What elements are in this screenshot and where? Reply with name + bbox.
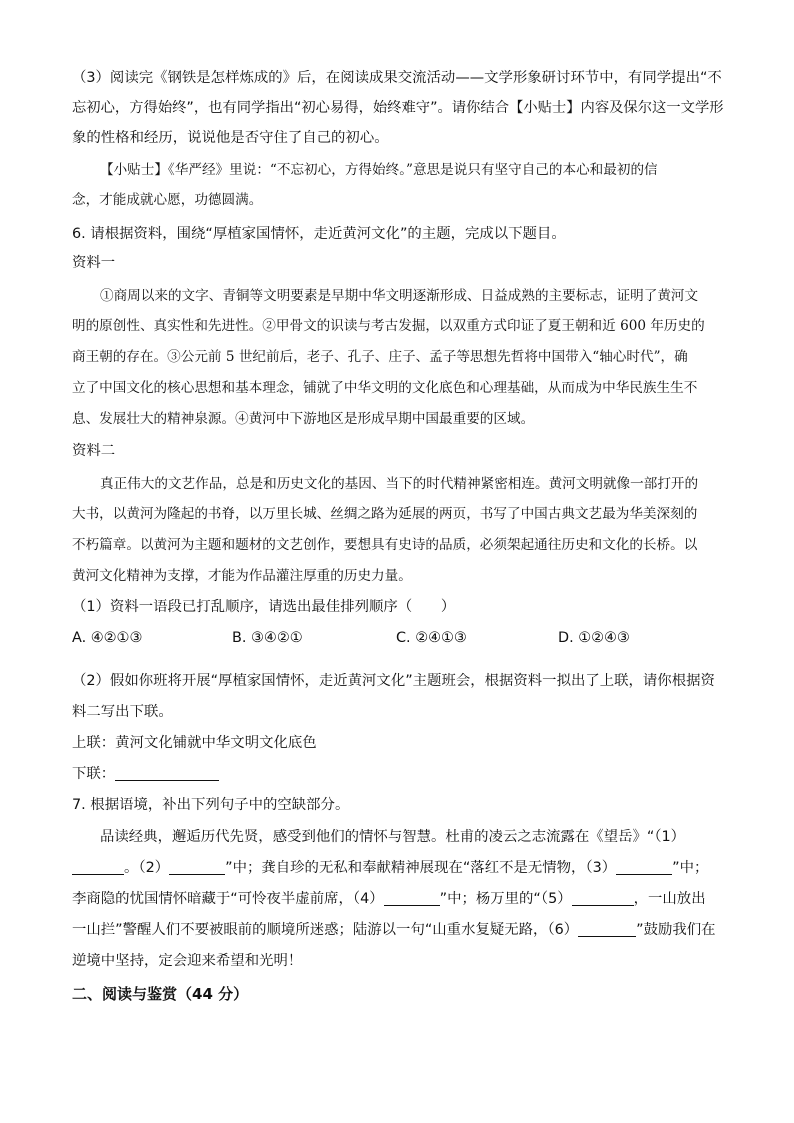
material-1-line: 立了中国文化的核心思想和基本理念，铺就了中华文明的文化底色和心理基础，从而成为中华民族生生不 <box>72 380 698 396</box>
lower-couplet-label: 下联： <box>72 766 116 782</box>
q7-line-3 <box>72 889 706 909</box>
q7-line-2 <box>72 858 708 878</box>
q5-3-line-3: 象的性格和经历，说说他是否守住了自己的初心。 <box>72 130 389 146</box>
option-d: D. ①②④③ <box>558 630 630 646</box>
q7-text: ”中；龚自珍的无私和奉献精神展现在“落红不是无情物，（3） <box>225 860 617 876</box>
material-2-line: 大书，以黄河为隆起的书脊，以万里长城、丝绸之路为延展的两页，书写了中国古典文艺最为华美深刻的 <box>72 506 698 522</box>
material-2-line: 真正伟大的文艺作品，总是和历史文化的基因、当下的时代精神紧密相连。黄河文明就像一部打开的 <box>100 476 699 492</box>
option-c: C. ②④①③ <box>396 630 467 646</box>
blank-1[interactable] <box>72 858 124 875</box>
q7-line-1: 品读经典，邂逅历代先贤，感受到他们的情怀与智慧。杜甫的凌云之志流露在《望岳》“（1） <box>100 829 686 845</box>
material-2-line: 黄河文化精神为支撑，才能为作品灌注厚重的历史力量。 <box>72 568 412 584</box>
blank-2[interactable] <box>169 858 225 875</box>
q7-text: 一山拦”警醒人们不要被眼前的顺境所迷惑；陆游以一句“山重水复疑无路，（6） <box>72 922 579 938</box>
q7-line-5: 逆境中坚持，定会迎来希望和光明！ <box>72 953 303 969</box>
q7-text: ”中； <box>672 860 709 876</box>
blank-4[interactable] <box>384 889 440 906</box>
material-1-line: 息、发展壮大的精神泉源。④黄河中下游地区是形成早期中国最重要的区域。 <box>72 411 535 427</box>
q7-text: 李商隐的忧国情怀暗藏于“可怜夜半虚前席，（4） <box>72 891 384 907</box>
material-1-label: 资料一 <box>72 255 116 271</box>
material-1-line: 明的原创性、真实性和先进性。②甲骨文的识读与考古发掘，以双重方式印证了夏王朝和近 600 年历史的 <box>72 318 705 334</box>
material-1-line: 商王朝的存在。③公元前 5 世纪前后，老子、孔子、庄子、孟子等思想先哲将中国带入“轴心时代”，确 <box>72 349 688 365</box>
upper-couplet: 上联：黄河文化铺就中华文明文化底色 <box>72 735 317 751</box>
q7-title: 7. 根据语境，补出下列句子中的空缺部分。 <box>72 797 350 813</box>
section-2-heading: 二、阅读与鉴赏（44 分） <box>72 985 249 1003</box>
blank-3[interactable] <box>616 858 672 875</box>
q5-3-line-1: （3）阅读完《钢铁是怎样炼成的》后，在阅读成果交流活动——文学形象研讨环节中，有同学提出“不 <box>72 70 722 86</box>
lower-couplet-blank[interactable] <box>115 764 219 781</box>
option-a: A. ④②①③ <box>72 630 143 646</box>
blank-6[interactable] <box>578 920 636 937</box>
q7-text: 。（2） <box>124 860 170 876</box>
q7-text: ”中；杨万里的“（5） <box>439 891 572 907</box>
option-b: B. ③④②① <box>232 630 303 646</box>
q6-sub-2-line-2: 料二写出下联。 <box>72 704 173 720</box>
q6-sub-1: （1）资料一语段已打乱顺序，请选出最佳排列顺序（ ） <box>72 599 456 615</box>
q6-title: 6. 请根据资料，围绕“厚植家国情怀，走近黄河文化”的主题，完成以下题目。 <box>72 226 566 242</box>
tip-line-1: 【小贴士】《华严经》里说：“不忘初心，方得始终。”意思是说只有坚守自己的本心和最初的信 <box>100 162 658 178</box>
q6-sub-2-line-1: （2）假如你班将开展“厚植家国情怀，走近黄河文化”主题班会，根据资料一拟出了上联，请你根据资 <box>72 673 715 689</box>
tip-line-2: 念，才能成就心愿，功德圆满。 <box>72 192 263 208</box>
q5-3-line-2: 忘初心，方得始终”，也有同学指出“初心易得，始终难守”。请你结合【小贴士】内容及保尔这一文学形 <box>72 100 724 116</box>
blank-5[interactable] <box>572 889 634 906</box>
q7-text: ”鼓励我们在 <box>636 922 716 938</box>
q7-text: ，一山放出 <box>633 891 706 907</box>
q7-line-4 <box>72 920 716 940</box>
material-2-label: 资料二 <box>72 443 116 459</box>
lower-couplet <box>72 764 219 784</box>
material-1-line: ①商周以来的文字、青铜等文明要素是早期中华文明逐渐形成、日益成熟的主要标志，证明了黄河文 <box>100 288 699 304</box>
material-2-line: 不朽篇章。以黄河为主题和题材的文艺创作，要想具有史诗的品质，必须架起通往历史和文化的长桥。以 <box>72 537 698 553</box>
